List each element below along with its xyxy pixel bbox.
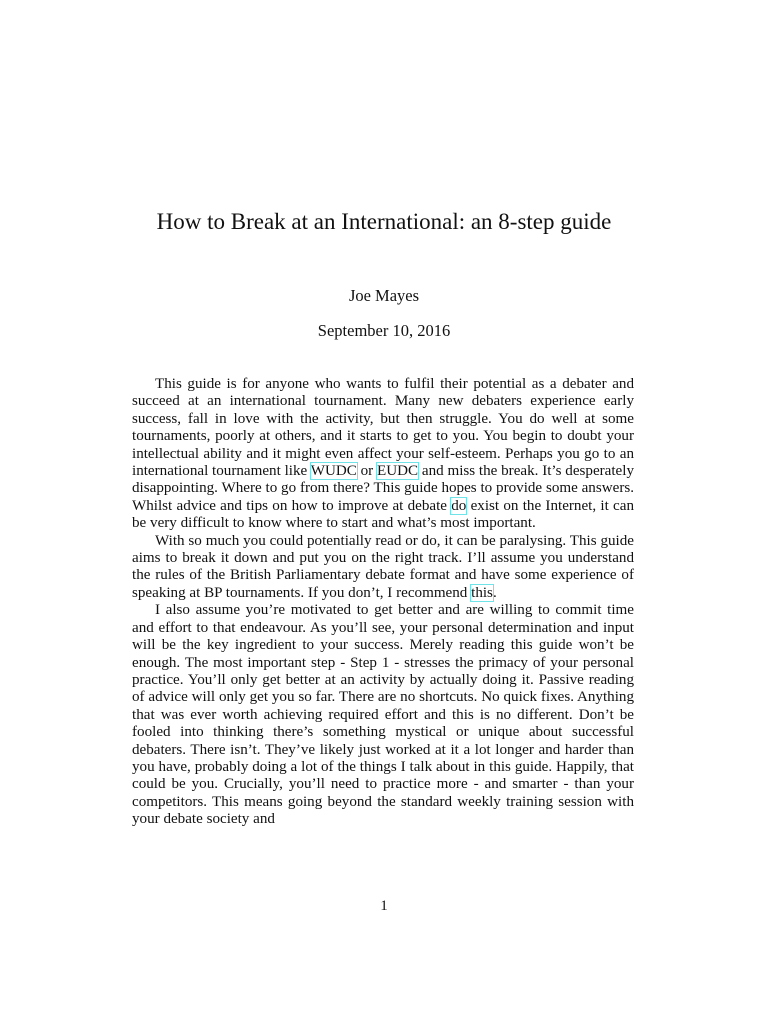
paragraph-1-text-d: exist on the Internet, it can be very difficult to know where to start and what’s most important. <box>132 497 634 532</box>
paragraph-2 <box>132 533 634 603</box>
document-date: September 10, 2016 <box>317 321 451 340</box>
paragraph-3-text: I also assume you’re motivated to get better and are willing to commit time and effort to that endeavour. As you’ll see, your personal determination and input will be the key ingredient to your success. Merely reading this guide won’t be enough. The most important step - Step 1 - stresses the primacy of your personal practice. You’ll only get better at an activity by actually doing it. Passive reading of advice will only get you so far. There are no shortcuts. No quick fixes. Anything that was ever worth achieving required effort and this is no different. Don’t be fooled into thinking there’s something mystical or unique about successful debaters. There isn’t. They’ve likely just worked at it a lot longer and harder than you have, probably doing a lot of the things I talk about in this guide. Happily, that could be you. Crucially, you’ll need to practice more - and smarter - than your competitors. This means going beyond the standard weekly training session with your debate society and <box>132 602 634 828</box>
paragraph-1-text-b: or <box>356 463 377 480</box>
paragraph-1-text-a: This guide is for anyone who wants to fulfil their potential as a debater and succeed at an international tournament. Many new debaters experience early success, fall in love with the activity, but then struggle. You do well at some tournaments, poorly at others, and it starts to get to you. You begin to doubt your intellectual ability and it might even affect your self-esteem. Perhaps you go to an international tournament like <box>132 376 634 480</box>
page-number: 1 <box>380 898 388 914</box>
paragraph-1-text-c: and miss the break. It’s desperately disappointing. Where to go from there? This guide hopes to provide some answers. Whilst advice and tips on how to improve at debate <box>132 463 634 514</box>
paragraph-2-period: . <box>492 584 497 601</box>
this-link[interactable]: this <box>471 584 493 601</box>
document-body <box>132 376 634 829</box>
eudc-link[interactable]: EUDC <box>377 463 419 480</box>
paragraph-3 <box>132 602 634 828</box>
document-title: How to Break at an International: an 8-step guide <box>156 209 612 234</box>
paragraph-2-text: With so much you could potentially read or do, it can be paralysing. This guide aims to break it down and put you on the right track. I’ll assume you understand the rules of the British Parliamentary debate format and have some experience of speaking at BP tournaments. If you don’t, I recommend <box>132 532 634 601</box>
wudc-link[interactable]: WUDC <box>310 463 357 480</box>
document-author: Joe Mayes <box>348 286 420 305</box>
paragraph-1 <box>132 376 634 533</box>
do-link[interactable]: do <box>451 497 467 514</box>
